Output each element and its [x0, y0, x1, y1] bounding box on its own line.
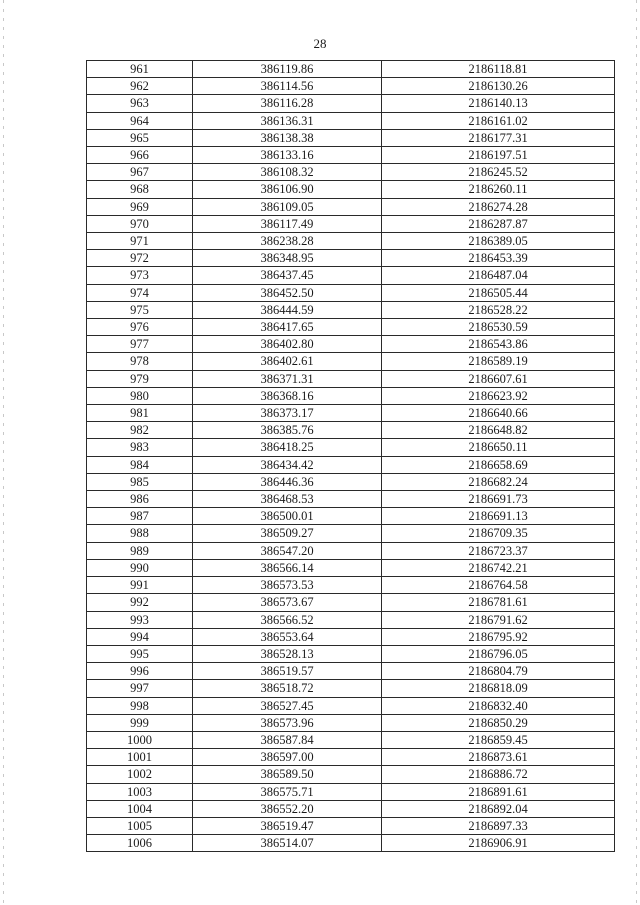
y-coordinate-cell: 2186453.39	[382, 250, 615, 267]
y-coordinate-cell: 2186245.52	[382, 164, 615, 181]
y-coordinate-cell: 2186140.13	[382, 95, 615, 112]
y-coordinate-cell: 2186832.40	[382, 697, 615, 714]
table-row	[87, 370, 615, 387]
point-number-cell: 969	[87, 198, 193, 215]
table-row	[87, 164, 615, 181]
x-coordinate-cell: 386573.67	[193, 594, 382, 611]
y-coordinate-cell: 2186658.69	[382, 456, 615, 473]
y-coordinate-cell: 2186161.02	[382, 112, 615, 129]
y-coordinate-cell: 2186873.61	[382, 749, 615, 766]
table-row	[87, 319, 615, 336]
y-coordinate-cell: 2186528.22	[382, 301, 615, 318]
y-coordinate-cell: 2186691.73	[382, 491, 615, 508]
x-coordinate-cell: 386402.61	[193, 353, 382, 370]
x-coordinate-cell: 386573.53	[193, 577, 382, 594]
x-coordinate-cell: 386238.28	[193, 233, 382, 250]
point-number-cell: 999	[87, 714, 193, 731]
table-row	[87, 594, 615, 611]
scan-edge-right	[636, 0, 637, 905]
y-coordinate-cell: 2186796.05	[382, 645, 615, 662]
x-coordinate-cell: 386136.31	[193, 112, 382, 129]
point-number-cell: 966	[87, 147, 193, 164]
point-number-cell: 1006	[87, 835, 193, 852]
x-coordinate-cell: 386133.16	[193, 147, 382, 164]
y-coordinate-cell: 2186260.11	[382, 181, 615, 198]
y-coordinate-cell: 2186891.61	[382, 783, 615, 800]
table-row	[87, 353, 615, 370]
x-coordinate-cell: 386434.42	[193, 456, 382, 473]
y-coordinate-cell: 2186850.29	[382, 714, 615, 731]
point-number-cell: 961	[87, 61, 193, 78]
table-row	[87, 198, 615, 215]
y-coordinate-cell: 2186906.91	[382, 835, 615, 852]
table-row	[87, 250, 615, 267]
x-coordinate-cell: 386575.71	[193, 783, 382, 800]
x-coordinate-cell: 386417.65	[193, 319, 382, 336]
point-number-cell: 994	[87, 628, 193, 645]
point-number-cell: 975	[87, 301, 193, 318]
x-coordinate-cell: 386528.13	[193, 645, 382, 662]
table-row	[87, 147, 615, 164]
x-coordinate-cell: 386573.96	[193, 714, 382, 731]
y-coordinate-cell: 2186791.62	[382, 611, 615, 628]
table-row	[87, 697, 615, 714]
x-coordinate-cell: 386452.50	[193, 284, 382, 301]
point-number-cell: 963	[87, 95, 193, 112]
y-coordinate-cell: 2186742.21	[382, 559, 615, 576]
table-row	[87, 731, 615, 748]
table-row	[87, 473, 615, 490]
x-coordinate-cell: 386519.57	[193, 663, 382, 680]
x-coordinate-cell: 386518.72	[193, 680, 382, 697]
x-coordinate-cell: 386385.76	[193, 422, 382, 439]
table-row	[87, 800, 615, 817]
table-row	[87, 439, 615, 456]
x-coordinate-cell: 386368.16	[193, 387, 382, 404]
point-number-cell: 1001	[87, 749, 193, 766]
table-row	[87, 284, 615, 301]
point-number-cell: 991	[87, 577, 193, 594]
x-coordinate-cell: 386519.47	[193, 817, 382, 834]
y-coordinate-cell: 2186623.92	[382, 387, 615, 404]
table-row	[87, 215, 615, 232]
x-coordinate-cell: 386547.20	[193, 542, 382, 559]
point-number-cell: 1000	[87, 731, 193, 748]
table-row	[87, 714, 615, 731]
point-number-cell: 992	[87, 594, 193, 611]
x-coordinate-cell: 386527.45	[193, 697, 382, 714]
table-row	[87, 577, 615, 594]
point-number-cell: 996	[87, 663, 193, 680]
y-coordinate-cell: 2186804.79	[382, 663, 615, 680]
table-row	[87, 61, 615, 78]
x-coordinate-cell: 386119.86	[193, 61, 382, 78]
y-coordinate-cell: 2186505.44	[382, 284, 615, 301]
y-coordinate-cell: 2186118.81	[382, 61, 615, 78]
table-row	[87, 233, 615, 250]
point-number-cell: 979	[87, 370, 193, 387]
y-coordinate-cell: 2186648.82	[382, 422, 615, 439]
point-number-cell: 967	[87, 164, 193, 181]
table-row	[87, 628, 615, 645]
table-row	[87, 783, 615, 800]
x-coordinate-cell: 386509.27	[193, 525, 382, 542]
table-row	[87, 405, 615, 422]
table-row	[87, 680, 615, 697]
table-row	[87, 766, 615, 783]
y-coordinate-cell: 2186530.59	[382, 319, 615, 336]
point-number-cell: 982	[87, 422, 193, 439]
table-row	[87, 611, 615, 628]
x-coordinate-cell: 386446.36	[193, 473, 382, 490]
y-coordinate-cell: 2186764.58	[382, 577, 615, 594]
point-number-cell: 1004	[87, 800, 193, 817]
table-row	[87, 559, 615, 576]
x-coordinate-cell: 386106.90	[193, 181, 382, 198]
x-coordinate-cell: 386437.45	[193, 267, 382, 284]
point-number-cell: 974	[87, 284, 193, 301]
y-coordinate-cell: 2186723.37	[382, 542, 615, 559]
table-row	[87, 525, 615, 542]
y-coordinate-cell: 2186130.26	[382, 78, 615, 95]
table-row	[87, 542, 615, 559]
x-coordinate-cell: 386117.49	[193, 215, 382, 232]
point-number-cell: 970	[87, 215, 193, 232]
table-row	[87, 817, 615, 834]
y-coordinate-cell: 2186682.24	[382, 473, 615, 490]
y-coordinate-cell: 2186543.86	[382, 336, 615, 353]
y-coordinate-cell: 2186892.04	[382, 800, 615, 817]
point-number-cell: 965	[87, 129, 193, 146]
point-number-cell: 980	[87, 387, 193, 404]
point-number-cell: 972	[87, 250, 193, 267]
point-number-cell: 998	[87, 697, 193, 714]
point-number-cell: 964	[87, 112, 193, 129]
table-row	[87, 749, 615, 766]
x-coordinate-cell: 386348.95	[193, 250, 382, 267]
point-number-cell: 997	[87, 680, 193, 697]
table-row	[87, 95, 615, 112]
point-number-cell: 977	[87, 336, 193, 353]
x-coordinate-cell: 386514.07	[193, 835, 382, 852]
y-coordinate-cell: 2186589.19	[382, 353, 615, 370]
page-number: 28	[313, 36, 327, 51]
point-number-cell: 971	[87, 233, 193, 250]
table-row	[87, 508, 615, 525]
x-coordinate-cell: 386566.14	[193, 559, 382, 576]
x-coordinate-cell: 386468.53	[193, 491, 382, 508]
table-body	[87, 61, 615, 852]
y-coordinate-cell: 2186640.66	[382, 405, 615, 422]
y-coordinate-cell: 2186197.51	[382, 147, 615, 164]
y-coordinate-cell: 2186818.09	[382, 680, 615, 697]
x-coordinate-cell: 386587.84	[193, 731, 382, 748]
point-number-cell: 984	[87, 456, 193, 473]
point-number-cell: 986	[87, 491, 193, 508]
x-coordinate-cell: 386566.52	[193, 611, 382, 628]
y-coordinate-cell: 2186274.28	[382, 198, 615, 215]
y-coordinate-cell: 2186389.05	[382, 233, 615, 250]
point-number-cell: 976	[87, 319, 193, 336]
coordinate-table	[86, 60, 615, 852]
table-row	[87, 181, 615, 198]
y-coordinate-cell: 2186650.11	[382, 439, 615, 456]
y-coordinate-cell: 2186709.35	[382, 525, 615, 542]
x-coordinate-cell: 386589.50	[193, 766, 382, 783]
y-coordinate-cell: 2186487.04	[382, 267, 615, 284]
x-coordinate-cell: 386444.59	[193, 301, 382, 318]
table-row	[87, 422, 615, 439]
y-coordinate-cell: 2186795.92	[382, 628, 615, 645]
point-number-cell: 1003	[87, 783, 193, 800]
table-row	[87, 267, 615, 284]
y-coordinate-cell: 2186897.33	[382, 817, 615, 834]
x-coordinate-cell: 386371.31	[193, 370, 382, 387]
table-row	[87, 301, 615, 318]
point-number-cell: 985	[87, 473, 193, 490]
x-coordinate-cell: 386373.17	[193, 405, 382, 422]
point-number-cell: 981	[87, 405, 193, 422]
x-coordinate-cell: 386597.00	[193, 749, 382, 766]
table-row	[87, 112, 615, 129]
x-coordinate-cell: 386500.01	[193, 508, 382, 525]
point-number-cell: 968	[87, 181, 193, 198]
table-row	[87, 336, 615, 353]
y-coordinate-cell: 2186859.45	[382, 731, 615, 748]
x-coordinate-cell: 386418.25	[193, 439, 382, 456]
y-coordinate-cell: 2186691.13	[382, 508, 615, 525]
point-number-cell: 993	[87, 611, 193, 628]
point-number-cell: 1005	[87, 817, 193, 834]
table-row	[87, 129, 615, 146]
y-coordinate-cell: 2186607.61	[382, 370, 615, 387]
x-coordinate-cell: 386553.64	[193, 628, 382, 645]
table-row	[87, 78, 615, 95]
point-number-cell: 973	[87, 267, 193, 284]
x-coordinate-cell: 386138.38	[193, 129, 382, 146]
point-number-cell: 962	[87, 78, 193, 95]
point-number-cell: 988	[87, 525, 193, 542]
x-coordinate-cell: 386116.28	[193, 95, 382, 112]
x-coordinate-cell: 386109.05	[193, 198, 382, 215]
table-row	[87, 663, 615, 680]
x-coordinate-cell: 386114.56	[193, 78, 382, 95]
table-row	[87, 645, 615, 662]
point-number-cell: 978	[87, 353, 193, 370]
point-number-cell: 987	[87, 508, 193, 525]
point-number-cell: 995	[87, 645, 193, 662]
table-row	[87, 491, 615, 508]
x-coordinate-cell: 386402.80	[193, 336, 382, 353]
point-number-cell: 989	[87, 542, 193, 559]
y-coordinate-cell: 2186177.31	[382, 129, 615, 146]
x-coordinate-cell: 386108.32	[193, 164, 382, 181]
point-number-cell: 990	[87, 559, 193, 576]
point-number-cell: 1002	[87, 766, 193, 783]
table-row	[87, 387, 615, 404]
y-coordinate-cell: 2186287.87	[382, 215, 615, 232]
scan-edge-left	[3, 0, 4, 905]
table-row	[87, 835, 615, 852]
y-coordinate-cell: 2186781.61	[382, 594, 615, 611]
y-coordinate-cell: 2186886.72	[382, 766, 615, 783]
x-coordinate-cell: 386552.20	[193, 800, 382, 817]
table-row	[87, 456, 615, 473]
point-number-cell: 983	[87, 439, 193, 456]
